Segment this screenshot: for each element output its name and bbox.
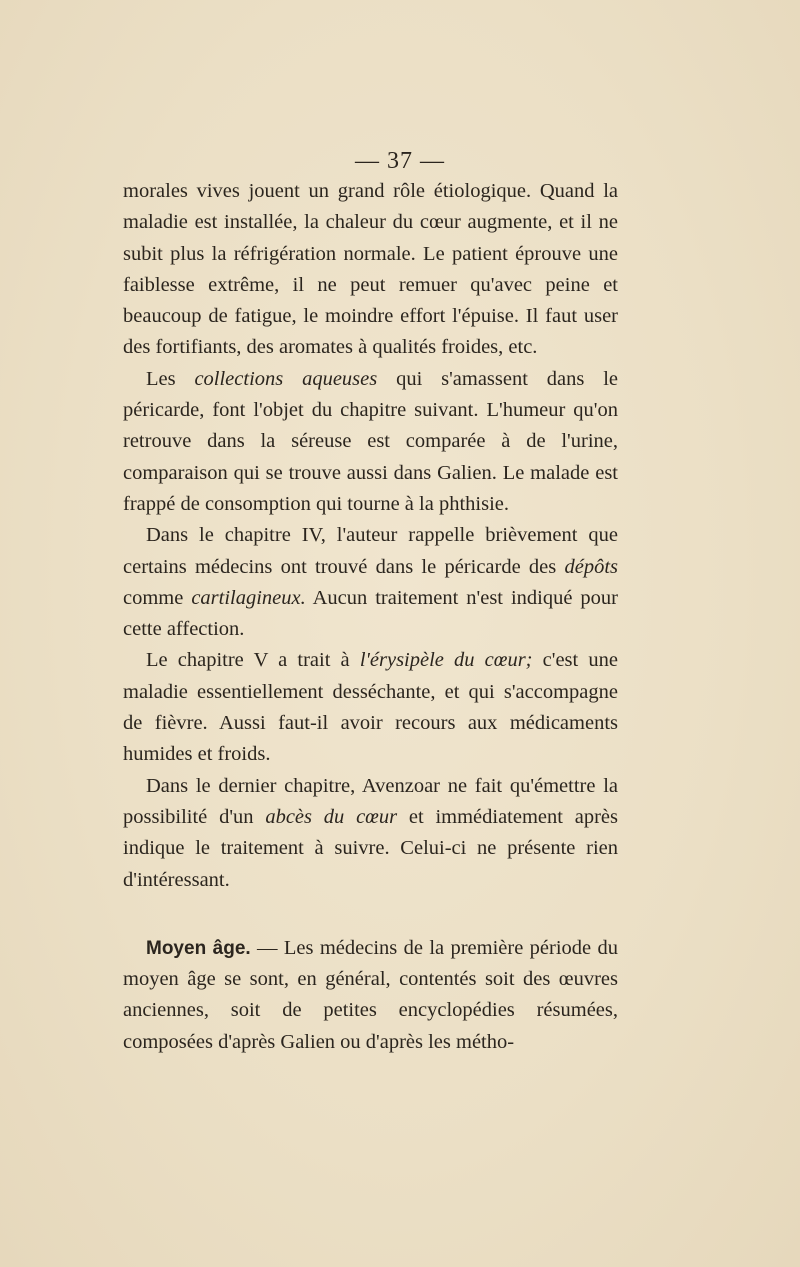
italic-term: l'érysipèle du cœur; — [359, 649, 533, 672]
section-moyen-age — [123, 933, 618, 1058]
body-text — [123, 176, 618, 1058]
text-run: comme — [123, 586, 192, 609]
text-run: morales vives jouent un grand rôle étiologique. Quand la maladie est installée, la chaleur du cœur augmente, et il ne subit plus la réfrigération normale. Le patient éprouve une faiblesse extrême, il ne peut remuer qu'avec peine et beaucoup de fatigue, le moindre effort l'épuise. Il faut user des fortifiants, des aromates à qualités froides, etc. — [123, 180, 618, 359]
page-number: — 37 — — [355, 148, 445, 174]
text-run: c'est une maladie essentiellement desséchante, et qui s'accompagne de fièvre. Aussi faut-il avoir recours aux médicaments humides et froids. — [123, 649, 618, 766]
text-run: Dans le dernier chapitre, Avenzoar ne fait qu'émettre la possibilité d'un — [123, 774, 618, 828]
italic-term: collections aqueuses — [194, 367, 378, 390]
text-run: Le chapitre V a trait à — [146, 649, 360, 672]
text-run: Dans le chapitre IV, l'auteur rappelle brièvement que certains médecins ont trouvé dans le péricarde des — [123, 524, 618, 578]
text-run: — Les médecins de la première période du moyen âge se sont, en général, contentés soit des œuvres anciennes, soit de petites encyclopédies résumées, composées d'après Galien ou d'après les métho- — [123, 936, 618, 1053]
paragraph-1 — [123, 176, 618, 364]
paragraph-2 — [123, 364, 618, 520]
text-run: qui s'amassent dans le péricarde, font l'objet du chapitre suivant. L'humeur qu'on retrouve dans la séreuse est comparée à de l'urine, comparaison qui se trouve aussi dans Galien. Le malade est frappé de consomption qui tourne à la phthisie. — [123, 367, 618, 515]
text-run: Aucun traitement n'est indiqué pour cette affection. — [123, 586, 618, 641]
text-run: et immédiatement après indique le traitement à suivre. Celui-ci ne présente rien d'intéressant. — [123, 805, 619, 891]
paragraph-4 — [123, 645, 618, 770]
italic-term: dépôts — [564, 555, 618, 578]
italic-term: cartilagineux. — [191, 586, 306, 609]
paragraph-5 — [123, 771, 618, 896]
italic-term: abcès du cœur — [265, 805, 398, 828]
text-run: Les — [146, 367, 195, 390]
paragraph-3 — [123, 520, 618, 645]
section-heading: Moyen âge. — [146, 937, 251, 959]
